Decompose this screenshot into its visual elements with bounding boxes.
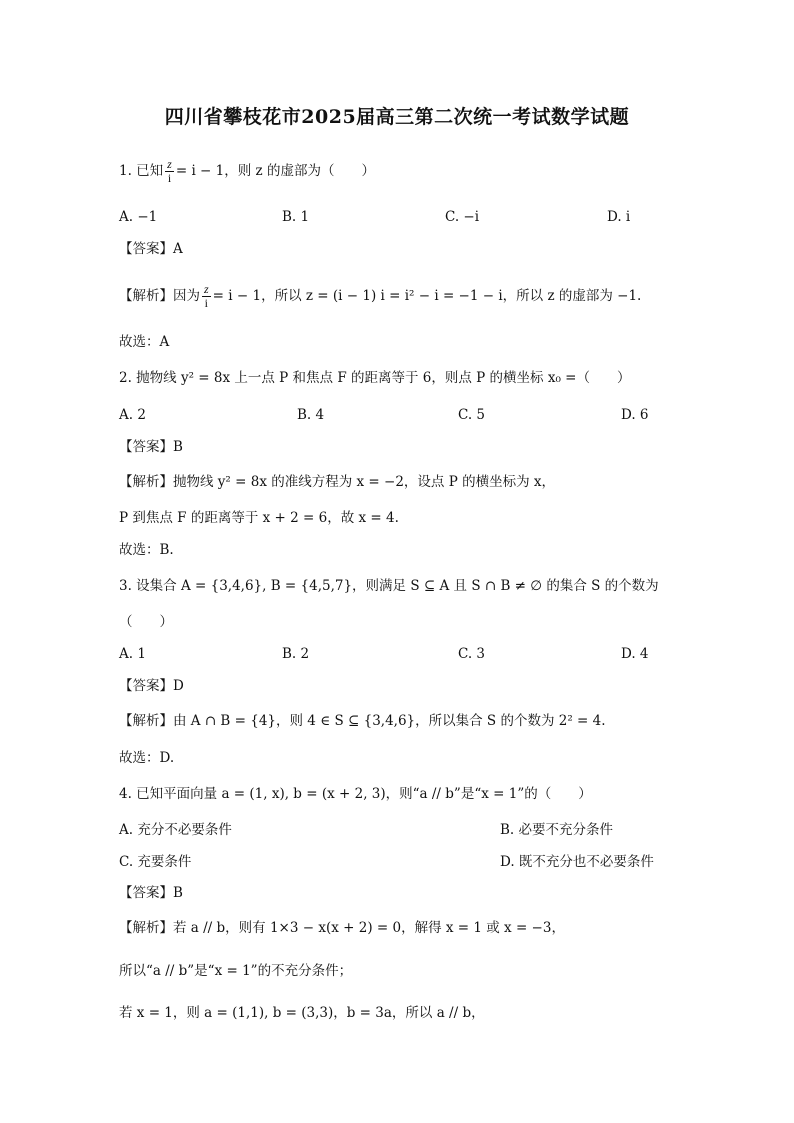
q2-option-a: A. 2	[119, 407, 146, 423]
page-title: 四川省攀枝花市2025届高三第二次统一考试数学试题	[164, 106, 630, 128]
q1-option-a: A. −1	[119, 209, 158, 225]
q3-option-a: A. 1	[119, 646, 146, 662]
q2-analysis-2: P 到焦点 F 的距离等于 x + 2 = 6，故 x = 4.	[119, 510, 399, 526]
q3-option-c: C. 3	[458, 646, 486, 662]
q3-option-b: B. 2	[282, 646, 310, 662]
q2-result: 故选：B.	[119, 542, 174, 558]
q3-result: 故选：D.	[119, 750, 175, 766]
q3-analysis: 【解析】由 A ∩ B = {4}，则 4 ∈ S ⊆ {3,4,6}，所以集合 S 的个数为 2² = 4.	[119, 713, 606, 729]
q1-option-b: B. 1	[282, 209, 310, 225]
q1-frac-den: i	[167, 171, 172, 185]
q1-option-d: D. i	[607, 209, 631, 225]
q4-analysis-1: 【解析】若 a // b，则有 1×3 − x(x + 2) = 0，解得 x = 1 或 x = −3，	[119, 920, 565, 936]
q3-option-d: D. 4	[621, 646, 649, 662]
q1-analysis-frac-den: i	[204, 296, 208, 310]
q1-analysis-fraction	[202, 283, 211, 310]
q3-answer: 【答案】D	[119, 678, 184, 694]
q1-fraction	[165, 158, 174, 185]
q1-option-c: C. −i	[445, 209, 480, 225]
q2-answer: 【答案】B	[119, 439, 183, 455]
q1-stem	[119, 158, 375, 185]
q4-option-d: D. 既不充分也不必要条件	[500, 854, 654, 870]
q3-stem-2: （ ）	[119, 614, 173, 630]
q1-prefix: 1. 已知	[119, 163, 164, 179]
q1-result: 故选：A	[119, 334, 170, 350]
q1-analysis-prefix: 【解析】因为	[119, 288, 200, 304]
q4-option-b: B. 必要不充分条件	[500, 822, 614, 838]
q1-analysis-frac-num: z	[204, 282, 209, 296]
q1-frac-num: z	[167, 157, 172, 171]
q1-analysis	[119, 283, 641, 310]
q2-option-c: C. 5	[458, 407, 486, 423]
q4-analysis-3: 若 x = 1，则 a = (1,1), b = (3,3)，b = 3a，所以 a // b，	[119, 1005, 485, 1021]
q4-option-a: A. 充分不必要条件	[119, 822, 232, 838]
q1-answer: 【答案】A	[119, 241, 183, 257]
q4-option-c: C. 充要条件	[119, 854, 192, 870]
q2-analysis-1: 【解析】抛物线 y² = 8x 的准线方程为 x = −2，设点 P 的横坐标为 x，	[119, 474, 555, 490]
q1-analysis-suffix: = i − 1，所以 z = (i − 1) i = i² − i = −1 − i，所以 z 的虚部为 −1.	[212, 288, 642, 304]
q2-option-d: D. 6	[621, 407, 649, 423]
q4-answer: 【答案】B	[119, 885, 183, 901]
q2-option-b: B. 4	[297, 407, 325, 423]
q2-stem: 2. 抛物线 y² = 8x 上一点 P 和焦点 F 的距离等于 6，则点 P 的横坐标 x₀ =（ ）	[119, 370, 631, 386]
q4-stem: 4. 已知平面向量 a = (1, x), b = (x + 2, 3)，则“a // b”是“x = 1”的（ ）	[119, 786, 592, 802]
q1-suffix: = i − 1，则 z 的虚部为（ ）	[175, 163, 375, 179]
q4-analysis-2: 所以“a // b”是“x = 1”的不充分条件；	[119, 963, 353, 979]
q3-stem-1: 3. 设集合 A = {3,4,6}, B = {4,5,7}，则满足 S ⊆ A 且 S ∩ B ≠ ∅ 的集合 S 的个数为	[119, 578, 659, 594]
